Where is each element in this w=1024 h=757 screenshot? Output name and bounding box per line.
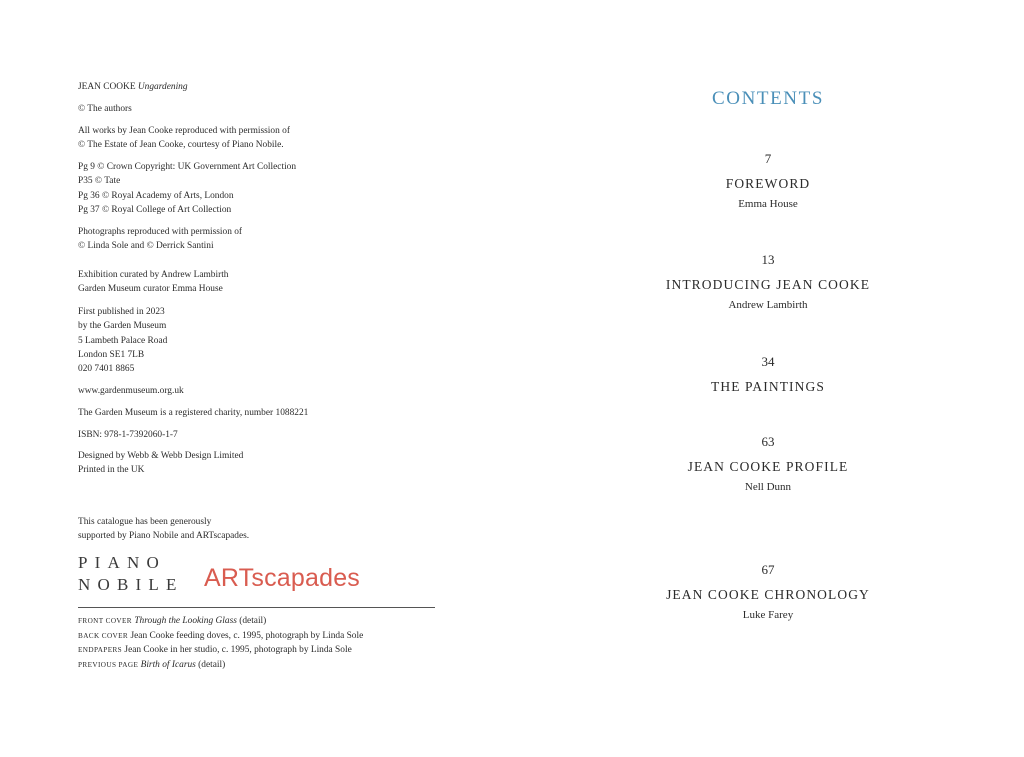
photographs-line: © Linda Sole and © Derrick Santini	[78, 241, 214, 252]
entry-title: FOREWORD	[725, 176, 811, 191]
entry-page-number: 13	[761, 252, 775, 267]
copyright-authors: © The authors	[78, 104, 132, 114]
credits-divider	[78, 607, 435, 608]
entry-title: INTRODUCING JEAN COOKE	[665, 277, 871, 292]
contents-entry	[620, 354, 916, 395]
entry-page-number: 34	[761, 354, 775, 369]
artscapades-logo: ARTscapades	[204, 564, 360, 592]
contents-entry	[620, 562, 916, 622]
credit-title: Through the Looking Glass	[134, 616, 237, 626]
image-credit-line: Pg 37 © Royal College of Art Collection	[78, 204, 232, 215]
entry-title: JEAN COOKE PROFILE	[687, 459, 849, 474]
credit-text: (detail)	[236, 616, 267, 626]
entry-author: Emma House	[738, 198, 798, 210]
credit-back-cover	[78, 629, 363, 644]
publication-line: 5 Lambeth Palace Road	[78, 335, 168, 346]
image-credit-line: Pg 36 © Royal Academy of Arts, London	[78, 190, 234, 201]
credit-label: BACK COVER	[78, 631, 129, 640]
entry-title: JEAN COOKE CHRONOLOGY	[666, 587, 870, 602]
contents-heading: CONTENTS	[711, 88, 825, 109]
credit-previous-page	[78, 658, 363, 673]
piano-nobile-logo-bottom: NOBILE	[78, 575, 184, 594]
photographs-block	[78, 225, 242, 254]
contents-entry	[620, 252, 916, 312]
publication-line: by the Garden Museum	[78, 321, 167, 332]
support-block	[78, 515, 249, 544]
entry-page-number: 63	[761, 434, 775, 449]
publication-line: London SE1 7LB	[78, 349, 145, 360]
permission-line: © The Estate of Jean Cooke, courtesy of Piano Nobile.	[78, 140, 284, 151]
photographs-line: Photographs reproduced with permission of	[78, 227, 243, 237]
charity-note: The Garden Museum is a registered charity, number 1088221	[78, 408, 309, 418]
entry-author: Luke Farey	[742, 609, 794, 621]
design-line: Designed by Webb & Webb Design Limited	[78, 451, 244, 461]
piano-nobile-logo	[78, 552, 184, 596]
cover-credits	[78, 614, 363, 672]
entry-page-number: 67	[761, 562, 775, 577]
credit-title: Birth of Icarus	[140, 659, 196, 670]
artist-name: JEAN COOKE	[78, 82, 136, 92]
credit-label: FRONT COVER	[78, 617, 132, 625]
publication-line: First published in 2023	[78, 307, 165, 317]
website-link: www.gardenmuseum.org.uk	[78, 386, 184, 396]
credit-text: (detail)	[195, 659, 226, 670]
book-title: Ungardening	[137, 82, 188, 92]
credit-front-cover	[78, 614, 363, 629]
entry-author: Andrew Lambirth	[728, 299, 808, 311]
entry-title: THE PAINTINGS	[711, 379, 825, 394]
design-line: Printed in the UK	[78, 465, 145, 476]
image-credit-line: P35 © Tate	[78, 176, 121, 187]
credit-endpapers	[78, 643, 363, 658]
credit-label: PREVIOUS PAGE	[78, 660, 139, 669]
piano-nobile-logo-top: PIANO	[78, 553, 166, 572]
credit-label: ENDPAPERS	[78, 646, 123, 655]
isbn: ISBN: 978-1-7392060-1-7	[78, 430, 178, 440]
support-line: supported by Piano Nobile and ARTscapades.	[78, 531, 250, 542]
design-block	[78, 449, 243, 478]
curation-line: Garden Museum curator Emma House	[78, 284, 223, 295]
credit-text: Jean Cooke in her studio, c. 1995, photograph by Linda Sole	[122, 645, 352, 656]
entry-author: Nell Dunn	[744, 481, 792, 493]
image-credits-block	[78, 160, 296, 217]
colophon-title-line	[78, 80, 188, 94]
support-line: This catalogue has been generously	[78, 517, 212, 527]
permission-line: All works by Jean Cooke reproduced with permission of	[78, 126, 290, 136]
curation-block	[78, 268, 229, 297]
contents-entry	[620, 151, 916, 211]
publication-block	[78, 305, 167, 376]
contents-entry	[620, 434, 916, 494]
curation-line: Exhibition curated by Andrew Lambirth	[78, 270, 229, 280]
credit-text: Jean Cooke feeding doves, c. 1995, photograph by Linda Sole	[128, 630, 364, 641]
permission-block	[78, 124, 290, 153]
image-credit-line: Pg 9 © Crown Copyright: UK Government Art Collection	[78, 162, 297, 172]
sponsor-logos	[78, 552, 438, 602]
publication-line: 020 7401 8865	[78, 364, 135, 375]
entry-page-number: 7	[764, 151, 772, 166]
